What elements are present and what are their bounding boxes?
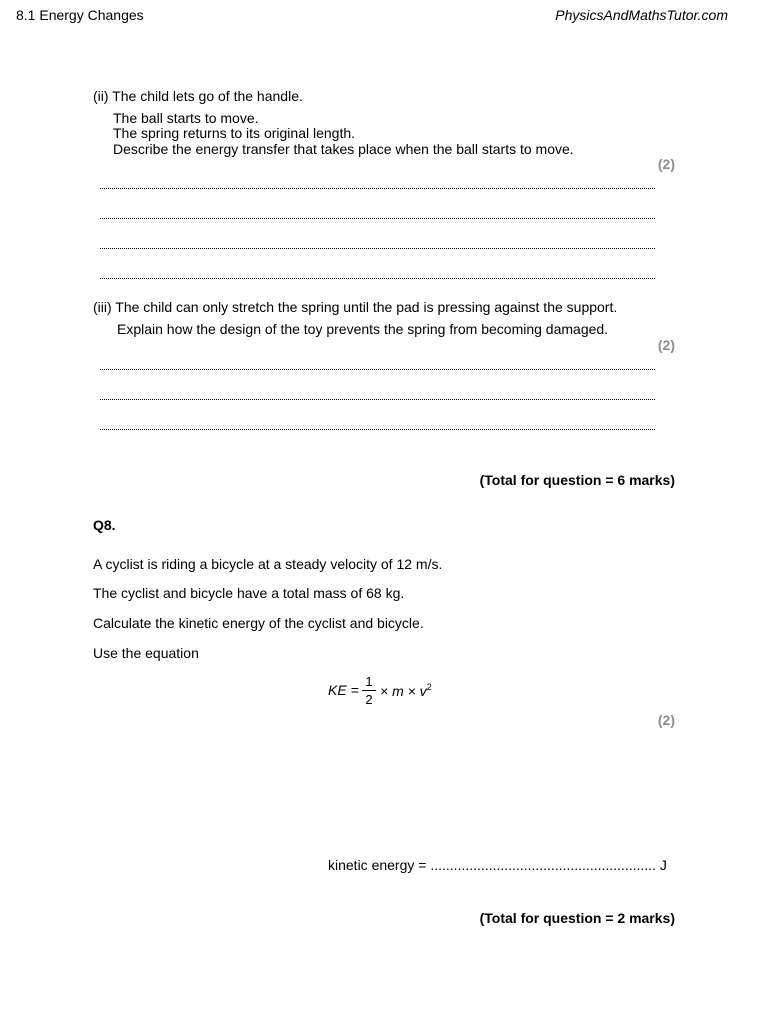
answer-line[interactable] xyxy=(100,188,655,189)
answer-line[interactable] xyxy=(100,218,655,219)
page-header-section: 8.1 Energy Changes xyxy=(16,7,144,23)
page-header-site: PhysicsAndMathsTutor.com xyxy=(555,7,728,23)
q8-line-1: A cyclist is riding a bicycle at a steady velocity of 12 m/s. xyxy=(93,556,443,572)
answer-line[interactable] xyxy=(100,399,655,400)
equation-rhs xyxy=(380,682,432,699)
equation-exponent: 2 xyxy=(426,682,432,692)
answer-field[interactable]: .......................................................... xyxy=(430,857,656,873)
q8-line-2: The cyclist and bicycle have a total mass of 68 kg. xyxy=(93,585,405,601)
fraction-numerator: 1 xyxy=(365,674,373,689)
part-iii-prompt: (iii) The child can only stretch the spring until the pad is pressing against the support. xyxy=(93,299,618,315)
kinetic-energy-equation xyxy=(328,674,458,710)
answer-label: kinetic energy = xyxy=(328,857,431,873)
equation-lhs: KE = xyxy=(328,682,359,698)
answer-line[interactable] xyxy=(100,248,655,249)
answer-unit: J xyxy=(655,857,667,873)
answer-line[interactable] xyxy=(100,278,655,279)
fraction-denominator: 2 xyxy=(365,692,373,707)
part-iii-marks: (2) xyxy=(657,337,675,353)
question-7-total: (Total for question = 6 marks) xyxy=(479,472,675,488)
kinetic-energy-answer xyxy=(328,857,667,873)
question-8-total: (Total for question = 2 marks) xyxy=(479,910,675,926)
part-ii-marks: (2) xyxy=(657,156,675,172)
part-ii-question: Describe the energy transfer that takes place when the ball starts to move. xyxy=(113,141,574,157)
part-iii-question: Explain how the design of the toy prevents the spring from becoming damaged. xyxy=(117,321,609,337)
answer-line[interactable] xyxy=(100,429,655,430)
part-ii-prompt: (ii) The child lets go of the handle. xyxy=(93,88,303,104)
equation-rhs-text: × m × v xyxy=(380,683,427,699)
answer-line[interactable] xyxy=(100,369,655,370)
q8-line-3: Calculate the kinetic energy of the cyclist and bicycle. xyxy=(93,615,424,631)
fraction-bar xyxy=(362,690,376,691)
q8-line-4: Use the equation xyxy=(93,645,199,661)
q8-marks: (2) xyxy=(657,712,675,728)
part-ii-line-2: The spring returns to its original length. xyxy=(113,125,356,141)
part-ii-line-1: The ball starts to move. xyxy=(113,110,259,126)
question-8-number: Q8. xyxy=(93,517,116,533)
equation-fraction xyxy=(362,674,376,707)
